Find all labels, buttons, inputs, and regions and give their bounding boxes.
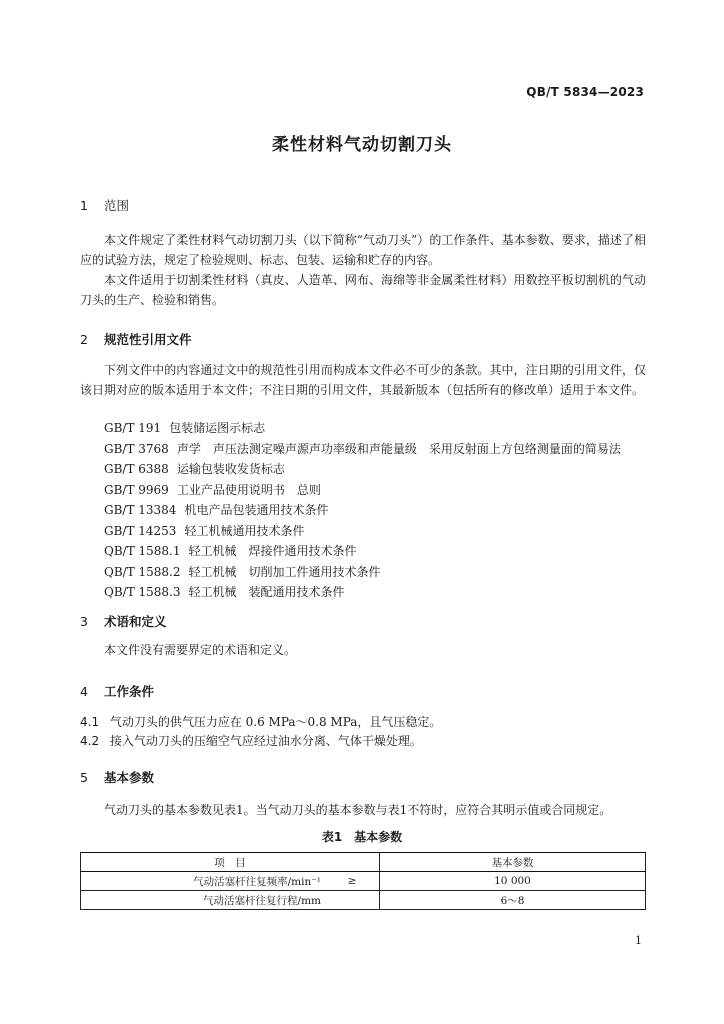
document-title: 柔性材料气动切割刀头 — [272, 135, 452, 155]
normative-references-paragraph: 下列文件中的内容通过文中的规范性引用而构成本文件必不可少的条款。其中，注日期的引用文件，仅该日期对应的版本适用于本文件；不注日期的引用文件，其最新版本（包括所有的修改单）适用于本文件。 — [80, 363, 646, 397]
scope-paragraph-1: 本文件规定了柔性材料气动切割刀头（以下简称“气动刀头”）的工作条件、基本参数、要求，描述了相应的试验方法，规定了检验规则、标志、包装、运输和贮存的内容。 — [80, 233, 646, 267]
section-3-heading — [80, 612, 167, 630]
section-number: 5 — [80, 770, 88, 785]
basic-parameters-paragraph: 气动刀头的基本参数见表1。当气动刀头的基本参数与表1不符时，应符合其明示值或合同规定。 — [104, 803, 612, 817]
reference-code: QB/T 1588.1 — [104, 544, 181, 558]
reference-item — [104, 439, 621, 460]
section-number: 1 — [80, 198, 88, 213]
reference-name: 轻工机械 切削加工件通用技术条件 — [188, 564, 381, 579]
reference-item — [104, 459, 621, 480]
reference-name: 轻工机械通用技术条件 — [184, 523, 305, 538]
reference-name: 工业产品使用说明书 总则 — [176, 482, 321, 497]
clause-4-1 — [80, 712, 441, 732]
reference-item — [104, 541, 621, 562]
table-caption: 表1 基本参数 — [321, 830, 403, 844]
clause-4-2 — [80, 731, 422, 751]
header-item: 项 目 — [81, 853, 380, 872]
reference-item — [104, 500, 621, 521]
section-number: 4 — [80, 684, 88, 699]
reference-name: 轻工机械 装配通用技术条件 — [188, 585, 345, 599]
reference-code: GB/T 13384 — [104, 503, 177, 517]
table-header-row — [81, 853, 646, 872]
reference-code: QB/T 1588.2 — [104, 564, 181, 579]
section-4-heading — [80, 682, 154, 700]
table-row — [81, 872, 646, 891]
header-value: 基本参数 — [380, 853, 646, 872]
reference-item — [104, 521, 621, 542]
section-title: 范围 — [103, 198, 129, 213]
reference-code: GB/T 191 — [104, 421, 162, 435]
section-number: 2 — [80, 332, 88, 347]
basic-parameters-table — [80, 852, 646, 910]
section-1-heading — [80, 196, 129, 214]
row-item: 气动活塞杆往复行程/mm — [81, 891, 326, 910]
scope-paragraph-2: 本文件适用于切割柔性材料（真皮、人造革、网布、海绵等非金属柔性材料）用数控平板切割机的气动刀头的生产、检验和销售。 — [80, 273, 646, 307]
row-item: 气动活塞杆往复频率/min⁻¹ — [81, 872, 326, 891]
reference-code: QB/T 1588.3 — [104, 585, 181, 599]
reference-item — [104, 418, 621, 439]
reference-name: 轻工机械 焊接件通用技术条件 — [188, 544, 357, 558]
section-title: 术语和定义 — [103, 614, 167, 629]
table-row — [81, 891, 646, 910]
section-title: 工作条件 — [103, 684, 154, 699]
section-2-heading — [80, 330, 192, 348]
section-title: 规范性引用文件 — [103, 332, 192, 347]
row-value: 10 000 — [380, 872, 646, 891]
clause-number: 4.1 — [80, 715, 100, 729]
section-5-heading — [80, 768, 154, 786]
reference-code: GB/T 14253 — [104, 523, 177, 538]
reference-name: 包装储运图示标志 — [169, 421, 266, 435]
reference-item — [104, 562, 621, 583]
clause-text: 气动刀头的供气压力应在 0.6 MPa～0.8 MPa，且气压稳定。 — [109, 715, 442, 729]
reference-name: 机电产品包装通用技术条件 — [184, 503, 329, 517]
reference-code: GB/T 3768 — [104, 441, 169, 456]
reference-code: GB/T 6388 — [104, 462, 169, 476]
row-value: 6～8 — [380, 891, 646, 910]
terms-paragraph: 本文件没有需要界定的术语和定义。 — [104, 643, 297, 657]
row-operator: ≥ — [325, 872, 380, 891]
reference-code: GB/T 9969 — [104, 482, 169, 497]
row-operator — [325, 891, 380, 910]
page-number: 1 — [635, 934, 642, 947]
reference-item — [104, 480, 621, 501]
reference-list — [104, 418, 621, 603]
reference-name: 声学 声压法测定噪声源声功率级和声能量级 采用反射面上方包络测量面的简易法 — [176, 441, 621, 456]
section-title: 基本参数 — [103, 770, 154, 785]
reference-item — [104, 582, 621, 603]
standard-code: QB/T 5834—2023 — [526, 85, 644, 99]
clause-number: 4.2 — [80, 734, 100, 748]
clause-text: 接入气动刀头的压缩空气应经过油水分离、气体干燥处理。 — [109, 734, 422, 748]
reference-name: 运输包装收发货标志 — [176, 462, 285, 476]
section-number: 3 — [80, 614, 88, 629]
